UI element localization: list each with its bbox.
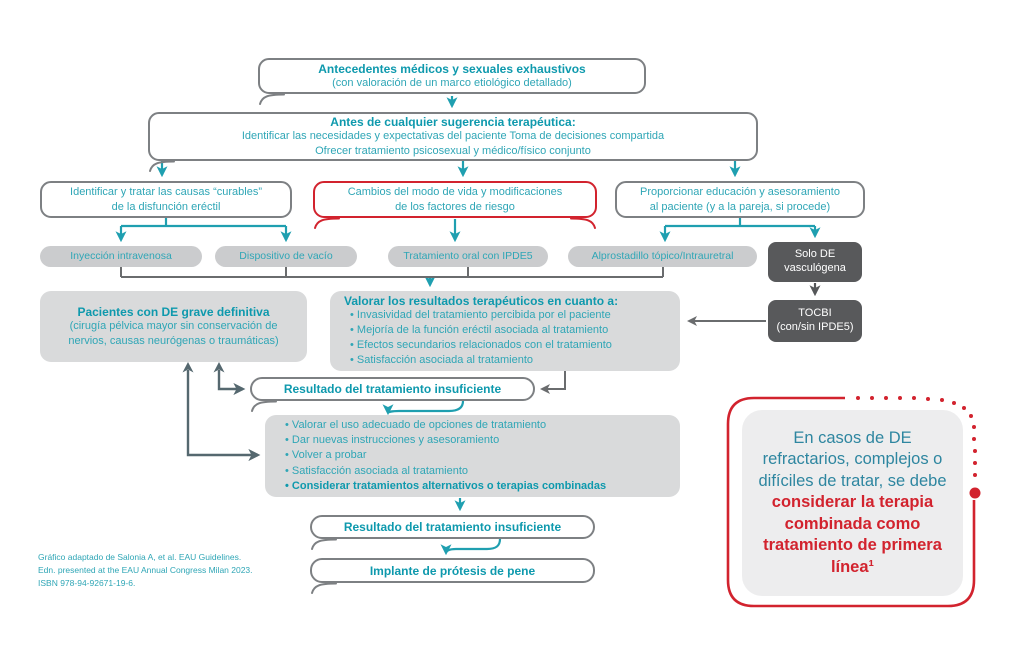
pill-intravenous-injection <box>40 246 202 267</box>
box-tocbi <box>768 300 862 342</box>
footnote-line-1: Gráfico adaptado de Salonia A, et al. EAU Guidelines. <box>38 552 242 562</box>
review-bullet-4: • Satisfacción asociada al tratamiento <box>285 464 468 479</box>
box-medical-history-title: Antecedentes médicos y sexuales exhaustivos <box>318 61 586 76</box>
box-tocbi-line1: TOCBI <box>798 307 832 320</box>
callout-panel <box>742 410 963 596</box>
box-insufficient-result-1-label: Resultado del tratamiento insuficiente <box>283 382 502 396</box>
box-vasculogenic-only <box>768 242 862 282</box>
pill-alprostadil <box>568 246 757 267</box>
box-vasculogenic-line2: vasculógena <box>784 262 846 274</box>
callout-text <box>752 428 953 578</box>
box-curable-causes-line2: de la disfunción eréctil <box>111 200 221 213</box>
box-assess-title: Valorar los resultados terapéuticos en cuanto a: <box>344 293 619 308</box>
box-curable-causes <box>40 181 292 218</box>
callout-red-text: considerar la terapia combinada como tratamiento de primera línea¹ <box>763 493 942 576</box>
assess-bullet-4: • Satisfacción asociada al tratamiento <box>344 353 533 368</box>
box-medical-history <box>258 58 646 94</box>
box-insufficient-result-1 <box>250 377 535 401</box>
box-pre-therapy-line1: Identificar las necesidades y expectativas del paciente Toma de decisiones compartida <box>241 130 665 143</box>
pill-vacuum-device <box>215 246 357 267</box>
box-lifestyle-line2: de los factores de riesgo <box>395 200 515 213</box>
box-insufficient-result-2 <box>310 515 595 539</box>
box-prosthesis-implant <box>310 558 595 583</box>
box-pre-therapy <box>148 112 758 161</box>
footnote-line-3: ISBN 978-94-92671-19-6. <box>38 577 136 588</box>
box-pre-therapy-line2: Ofrecer tratamiento psicosexual y médico/físico conjunto <box>315 144 591 157</box>
box-severe-ed-title: Pacientes con DE grave definitiva <box>77 305 270 320</box>
box-education <box>615 181 865 218</box>
assess-bullet-1: • Invasividad del tratamiento percibida por el paciente <box>344 308 611 323</box>
box-review-options <box>265 415 680 497</box>
box-lifestyle-line1: Cambios del modo de vida y modificaciones <box>347 186 563 199</box>
review-bullet-bold: • Considerar tratamientos alternativos o terapias combinadas <box>285 479 606 494</box>
box-medical-history-subtitle: (con valoración de un marco etiológico detallado) <box>332 76 572 89</box>
red-corner-tails <box>315 219 595 229</box>
review-bullet-2: • Dar nuevas instrucciones y asesoramiento <box>285 433 499 448</box>
box-severe-ed-line2: nervios, causas neurógenas o traumáticas) <box>68 334 279 347</box>
box-curable-causes-line1: Identificar y tratar las causas “curables” <box>70 186 262 199</box>
callout-teal-text: En casos de DE refractarios, complejos o difíciles de tratar, se debe <box>758 428 947 490</box>
box-tocbi-line2: (con/sin IPDE5) <box>776 321 854 333</box>
footnote-line-2: Edn. presented at the EAU Annual Congress Milan 2023. <box>38 564 253 575</box>
pill-intravenous-injection-label: Inyección intravenosa <box>70 249 172 262</box>
box-severe-ed <box>40 291 307 362</box>
box-assess-outcomes <box>330 291 680 371</box>
box-education-line1: Proporcionar educación y asesoramiento <box>640 186 840 199</box>
pill-oral-treatment-label: Tratamiento oral con IPDE5 <box>403 249 533 262</box>
double-arrowheads-up <box>183 362 225 373</box>
review-bullet-3: • Volver a probar <box>285 448 367 463</box>
review-bullet-1: • Valorar el uso adecuado de opciones de tratamiento <box>285 418 546 433</box>
footnote <box>38 551 253 589</box>
box-severe-ed-line1: (cirugía pélvica mayor sin conservación de <box>69 320 278 333</box>
bracket-lines <box>121 267 663 277</box>
box-insufficient-result-2-label: Resultado del tratamiento insuficiente <box>343 520 562 534</box>
box-pre-therapy-title: Antes de cualquier sugerencia terapéutica: <box>330 115 576 130</box>
box-lifestyle-changes <box>313 181 597 218</box>
box-education-line2: al paciente (y a la pareja, si procede) <box>649 200 831 213</box>
pill-oral-treatment <box>388 246 548 267</box>
double-arrows <box>188 370 258 455</box>
box-vasculogenic-line1: Solo DE <box>794 248 836 261</box>
assess-bullet-2: • Mejoría de la función eréctil asociada al tratamiento <box>344 323 608 338</box>
pill-alprostadil-label: Alprostadillo tópico/Intrauretral <box>591 249 734 262</box>
pill-vacuum-device-label: Dispositivo de vacío <box>239 249 333 262</box>
assess-bullet-3: • Efectos secundarios relacionados con el tratamiento <box>344 338 612 353</box>
box-prosthesis-implant-label: Implante de prótesis de pene <box>369 563 536 578</box>
callout-anchor-dot <box>970 488 981 499</box>
